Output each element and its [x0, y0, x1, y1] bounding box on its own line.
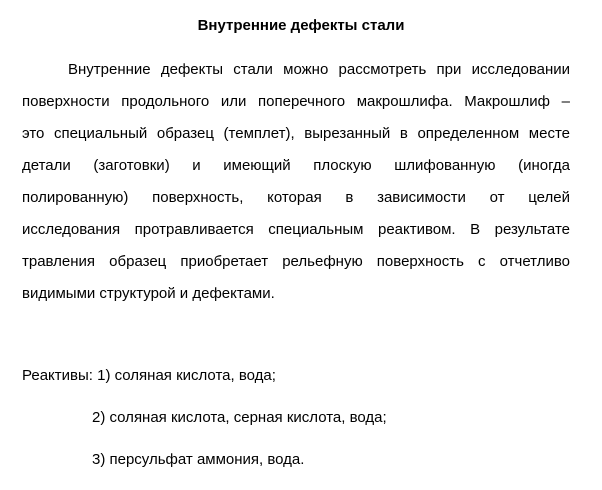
paragraph-line: травления образец приобретает рельефную поверхность с отчетливо: [22, 253, 570, 270]
paragraph-line: видимыми структурой и дефектами.: [22, 285, 275, 302]
reagent-item: 2) соляная кислота, серная кислота, вода;: [92, 409, 387, 426]
paragraph-line: это специальный образец (темплет), вырезанный в определенном месте: [22, 125, 570, 142]
reagent-item: Реактивы: 1) соляная кислота, вода;: [22, 367, 276, 384]
paragraph-line: поверхности продольного или поперечного макрошлифа. Макрошлиф –: [22, 93, 570, 110]
reagents-list: [22, 364, 582, 490]
paragraph-line: исследования протравливается специальным реактивом. В результате: [22, 221, 570, 238]
paragraph-line: полированную) поверхность, которая в зависимости от целей: [22, 189, 570, 206]
body-paragraph: [22, 58, 570, 314]
paragraph-line: Внутренние дефекты стали можно рассмотреть при исследовании: [68, 61, 570, 78]
reagent-item: 3) персульфат аммония, вода.: [92, 451, 305, 468]
paragraph-line: детали (заготовки) и имеющий плоскую шлифованную (иногда: [22, 157, 570, 174]
document-title: Внутренние дефекты стали: [197, 17, 405, 34]
